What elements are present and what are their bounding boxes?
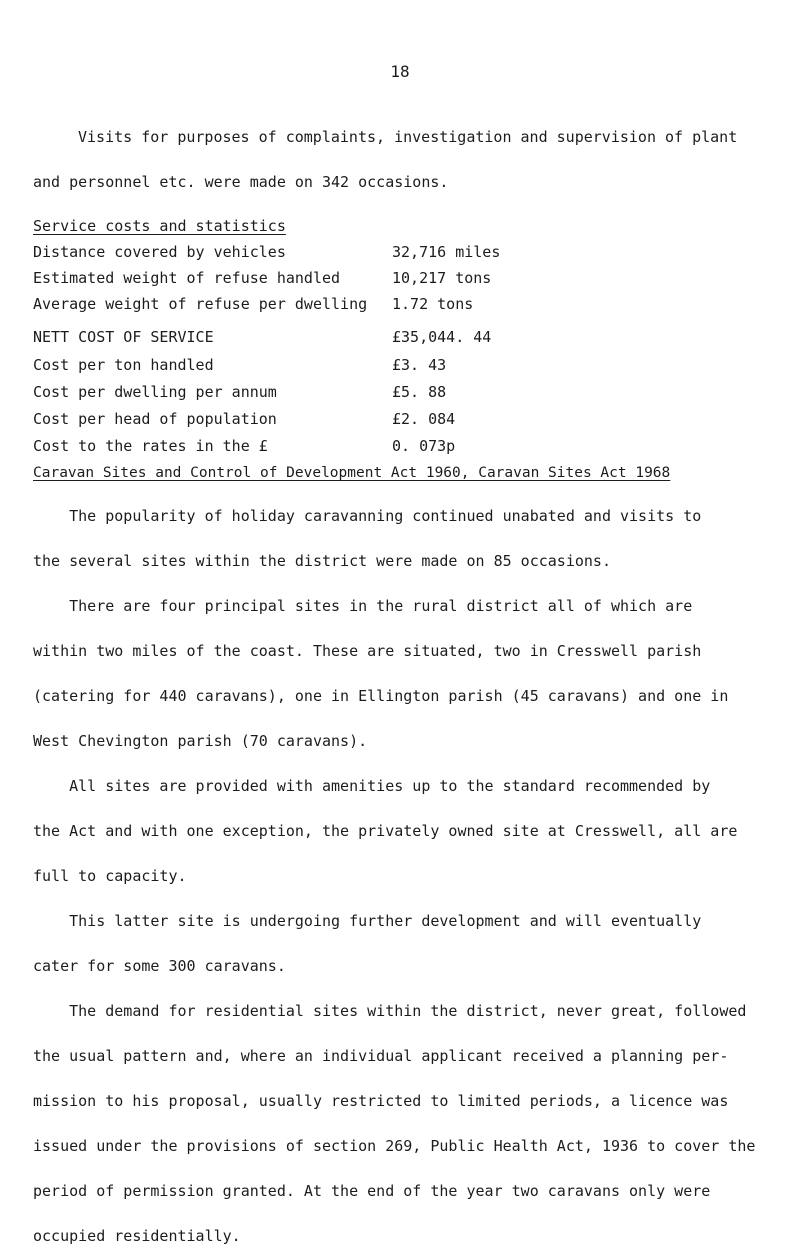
stats-value: 1.72 tons bbox=[392, 295, 474, 313]
body-line: within two miles of the coast. These are situated, two in Cresswell parish bbox=[33, 642, 702, 660]
service-heading: Service costs and statistics bbox=[33, 217, 286, 235]
body-line: the several sites within the district were made on 85 occasions. bbox=[33, 552, 611, 570]
caravan-heading: Caravan Sites and Control of Development Act 1960, Caravan Sites Act 1968 bbox=[33, 465, 671, 481]
body-line: West Chevington parish (70 caravans). bbox=[33, 732, 368, 750]
stats-label: Cost per head of population bbox=[33, 410, 277, 428]
body-line: This latter site is undergoing further development and will eventually bbox=[33, 912, 702, 930]
stats-value: £3. 43 bbox=[392, 356, 447, 374]
stats-label: Cost per dwelling per annum bbox=[33, 383, 277, 401]
stats-value: £5. 88 bbox=[392, 383, 447, 401]
intro-line-2: and personnel etc. were made on 342 occasions. bbox=[33, 173, 449, 191]
body-line: period of permission granted. At the end of the year two caravans only were bbox=[33, 1182, 711, 1200]
body-line: There are four principal sites in the rural district all of which are bbox=[33, 597, 693, 615]
stats-label: Cost per ton handled bbox=[33, 356, 214, 374]
body-line: The popularity of holiday caravanning continued unabated and visits to bbox=[33, 507, 702, 525]
stats-value: 10,217 tons bbox=[392, 269, 492, 287]
body-line: the usual pattern and, where an individual applicant received a planning per- bbox=[33, 1047, 729, 1065]
stats-value: £35,044. 44 bbox=[392, 328, 492, 346]
body-line: the Act and with one exception, the privately owned site at Cresswell, all are bbox=[33, 822, 738, 840]
stats-label: Average weight of refuse per dwelling bbox=[33, 295, 368, 313]
stats-value: £2. 084 bbox=[392, 410, 456, 428]
stats-value: 32,716 miles bbox=[392, 243, 501, 261]
body-line: cater for some 300 caravans. bbox=[33, 957, 286, 975]
stats-label: Cost to the rates in the £ bbox=[33, 437, 268, 455]
stats-value: 0. 073p bbox=[392, 437, 456, 455]
caravan-body bbox=[33, 494, 778, 1259]
body-line: All sites are provided with amenities up to the standard recommended by bbox=[33, 777, 711, 795]
stats-label: NETT COST OF SERVICE bbox=[33, 328, 214, 346]
intro-line-1: Visits for purposes of complaints, investigation and supervision of plant bbox=[78, 128, 738, 146]
stats-label: Distance covered by vehicles bbox=[33, 243, 286, 261]
body-line: occupied residentially. bbox=[33, 1227, 241, 1245]
page-number: 18 bbox=[390, 62, 410, 81]
body-line: full to capacity. bbox=[33, 867, 187, 885]
body-line: (catering for 440 caravans), one in Ellington parish (45 caravans) and one in bbox=[33, 687, 729, 705]
body-line: mission to his proposal, usually restricted to limited periods, a licence was bbox=[33, 1092, 729, 1110]
stats-label: Estimated weight of refuse handled bbox=[33, 269, 341, 287]
body-line: issued under the provisions of section 269, Public Health Act, 1936 to cover the bbox=[33, 1137, 756, 1155]
body-line: The demand for residential sites within the district, never great, followed bbox=[33, 1002, 747, 1020]
